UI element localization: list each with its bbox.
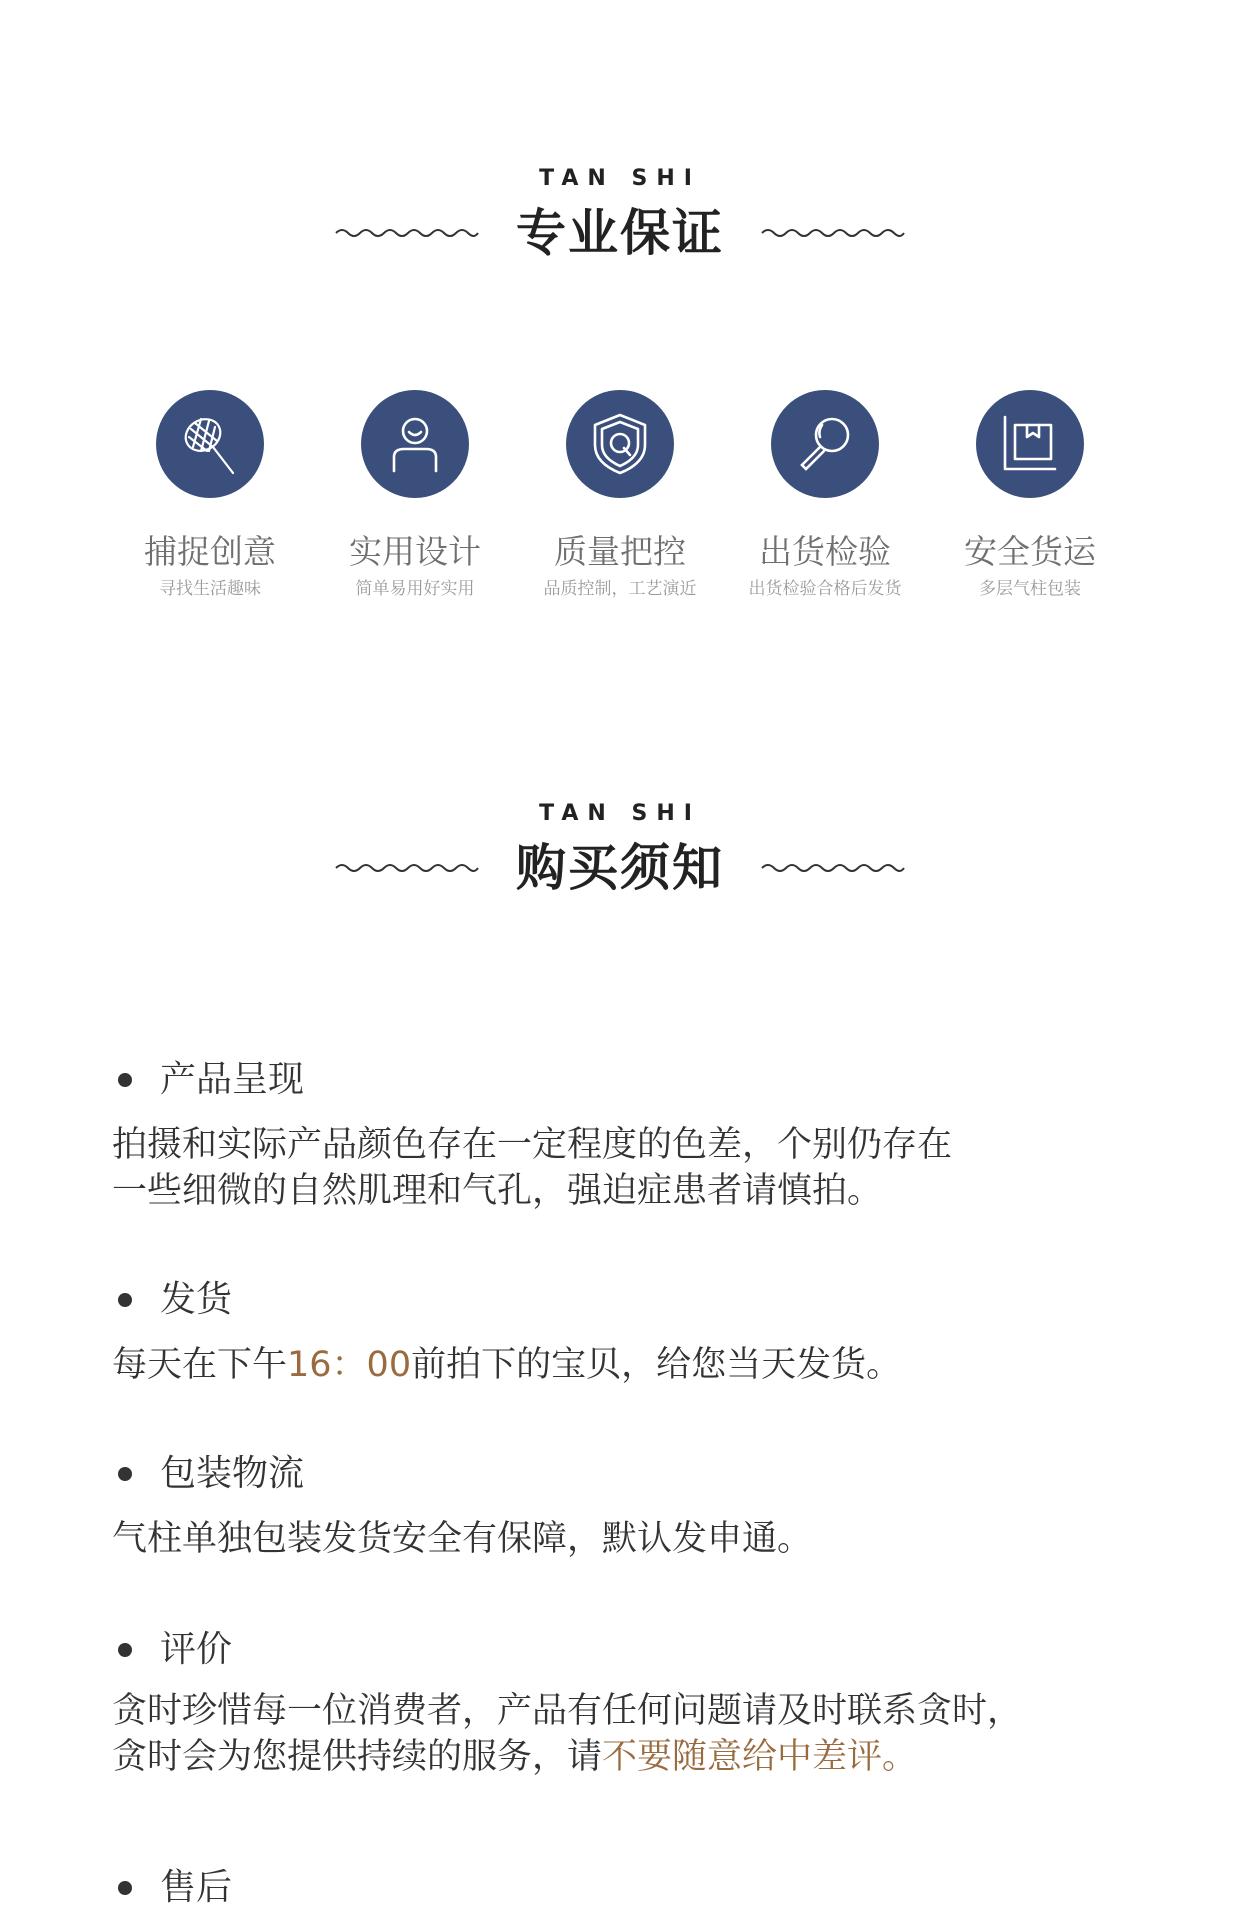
feature-title: 出货检验 [759, 532, 891, 571]
feature-item [725, 390, 925, 600]
notice-body [112, 1122, 1132, 1214]
bullet-icon [118, 1643, 132, 1657]
feature-title: 捕捉创意 [144, 532, 276, 571]
notice-body [112, 1516, 1132, 1562]
notice-title: 包装物流 [160, 1453, 305, 1494]
notice-text: 贪时会为您提供持续的服务，请 [112, 1737, 603, 1777]
notice-shipping [112, 1276, 1132, 1388]
bullet-icon [118, 1293, 132, 1307]
section-title-row [0, 836, 1240, 900]
section-header-purchase-notice [0, 800, 1240, 900]
notice-title: 售后 [160, 1867, 233, 1908]
magnifier-icon [771, 390, 879, 498]
feature-title: 质量把控 [554, 532, 686, 571]
bullet-icon [118, 1073, 132, 1087]
section-subtitle-en: TAN SHI [539, 166, 701, 191]
section-title: 购买须知 [516, 839, 724, 897]
notice-product [112, 1056, 1132, 1214]
butterfly-net-icon [156, 390, 264, 498]
shield-q-icon [566, 390, 674, 498]
feature-title: 实用设计 [349, 532, 481, 571]
feature-subtitle: 多层气柱包装 [979, 579, 1081, 599]
person-icon [361, 390, 469, 498]
feature-subtitle: 品质控制，工艺演近 [543, 579, 697, 599]
feature-item [520, 390, 720, 600]
notice-line: 拍摄和实际产品颜色存在一定程度的色差，个别仍存在 [112, 1125, 953, 1165]
notice-title-row [112, 1276, 1132, 1324]
review-highlight: 不要随意给中差评。 [602, 1737, 918, 1777]
feature-item [930, 390, 1130, 600]
notice-text: 前拍下的宝贝，给您当天发货。 [411, 1345, 902, 1385]
notice-review [112, 1626, 1132, 1780]
notice-line: 气柱单独包装发货安全有保障，默认发申通。 [112, 1519, 813, 1559]
notice-title: 发货 [160, 1279, 233, 1320]
notice-title: 产品呈现 [160, 1059, 305, 1100]
notice-line [112, 1734, 1132, 1780]
notice-title-row [112, 1864, 1132, 1912]
section-title: 专业保证 [516, 204, 724, 262]
section-header-guarantee [0, 165, 1240, 265]
bullet-icon [118, 1467, 132, 1481]
notice-title-row [112, 1450, 1132, 1498]
wave-ornament-right [760, 861, 906, 875]
feature-item [110, 390, 310, 600]
feature-subtitle: 寻找生活趣味 [159, 579, 261, 599]
notice-aftersale [112, 1864, 1132, 1912]
notice-body [112, 1688, 1132, 1780]
section-subtitle-en: TAN SHI [539, 801, 701, 826]
notice-title-row [112, 1056, 1132, 1104]
notice-packaging [112, 1450, 1132, 1562]
notice-line: 一些细微的自然肌理和气孔，强迫症患者请慎拍。 [112, 1171, 883, 1211]
notice-line: 贪时珍惜每一位消费者，产品有任何问题请及时联系贪时， [112, 1691, 1023, 1731]
notice-title: 评价 [160, 1629, 233, 1670]
feature-subtitle: 简单易用好实用 [355, 579, 475, 599]
section-title-row [0, 201, 1240, 265]
feature-list [110, 390, 1130, 600]
shipping-cutoff-time: 16：00 [287, 1345, 412, 1385]
feature-title: 安全货运 [964, 532, 1096, 571]
notice-body [112, 1342, 1132, 1388]
feature-subtitle: 出货检验合格后发货 [748, 579, 902, 599]
wave-ornament-right [760, 226, 906, 240]
notice-title-row [112, 1626, 1132, 1674]
notice-text: 每天在下午 [112, 1345, 288, 1385]
wave-ornament-left [334, 226, 480, 240]
bullet-icon [118, 1881, 132, 1895]
box-icon [976, 390, 1084, 498]
feature-item [315, 390, 515, 600]
wave-ornament-left [334, 861, 480, 875]
